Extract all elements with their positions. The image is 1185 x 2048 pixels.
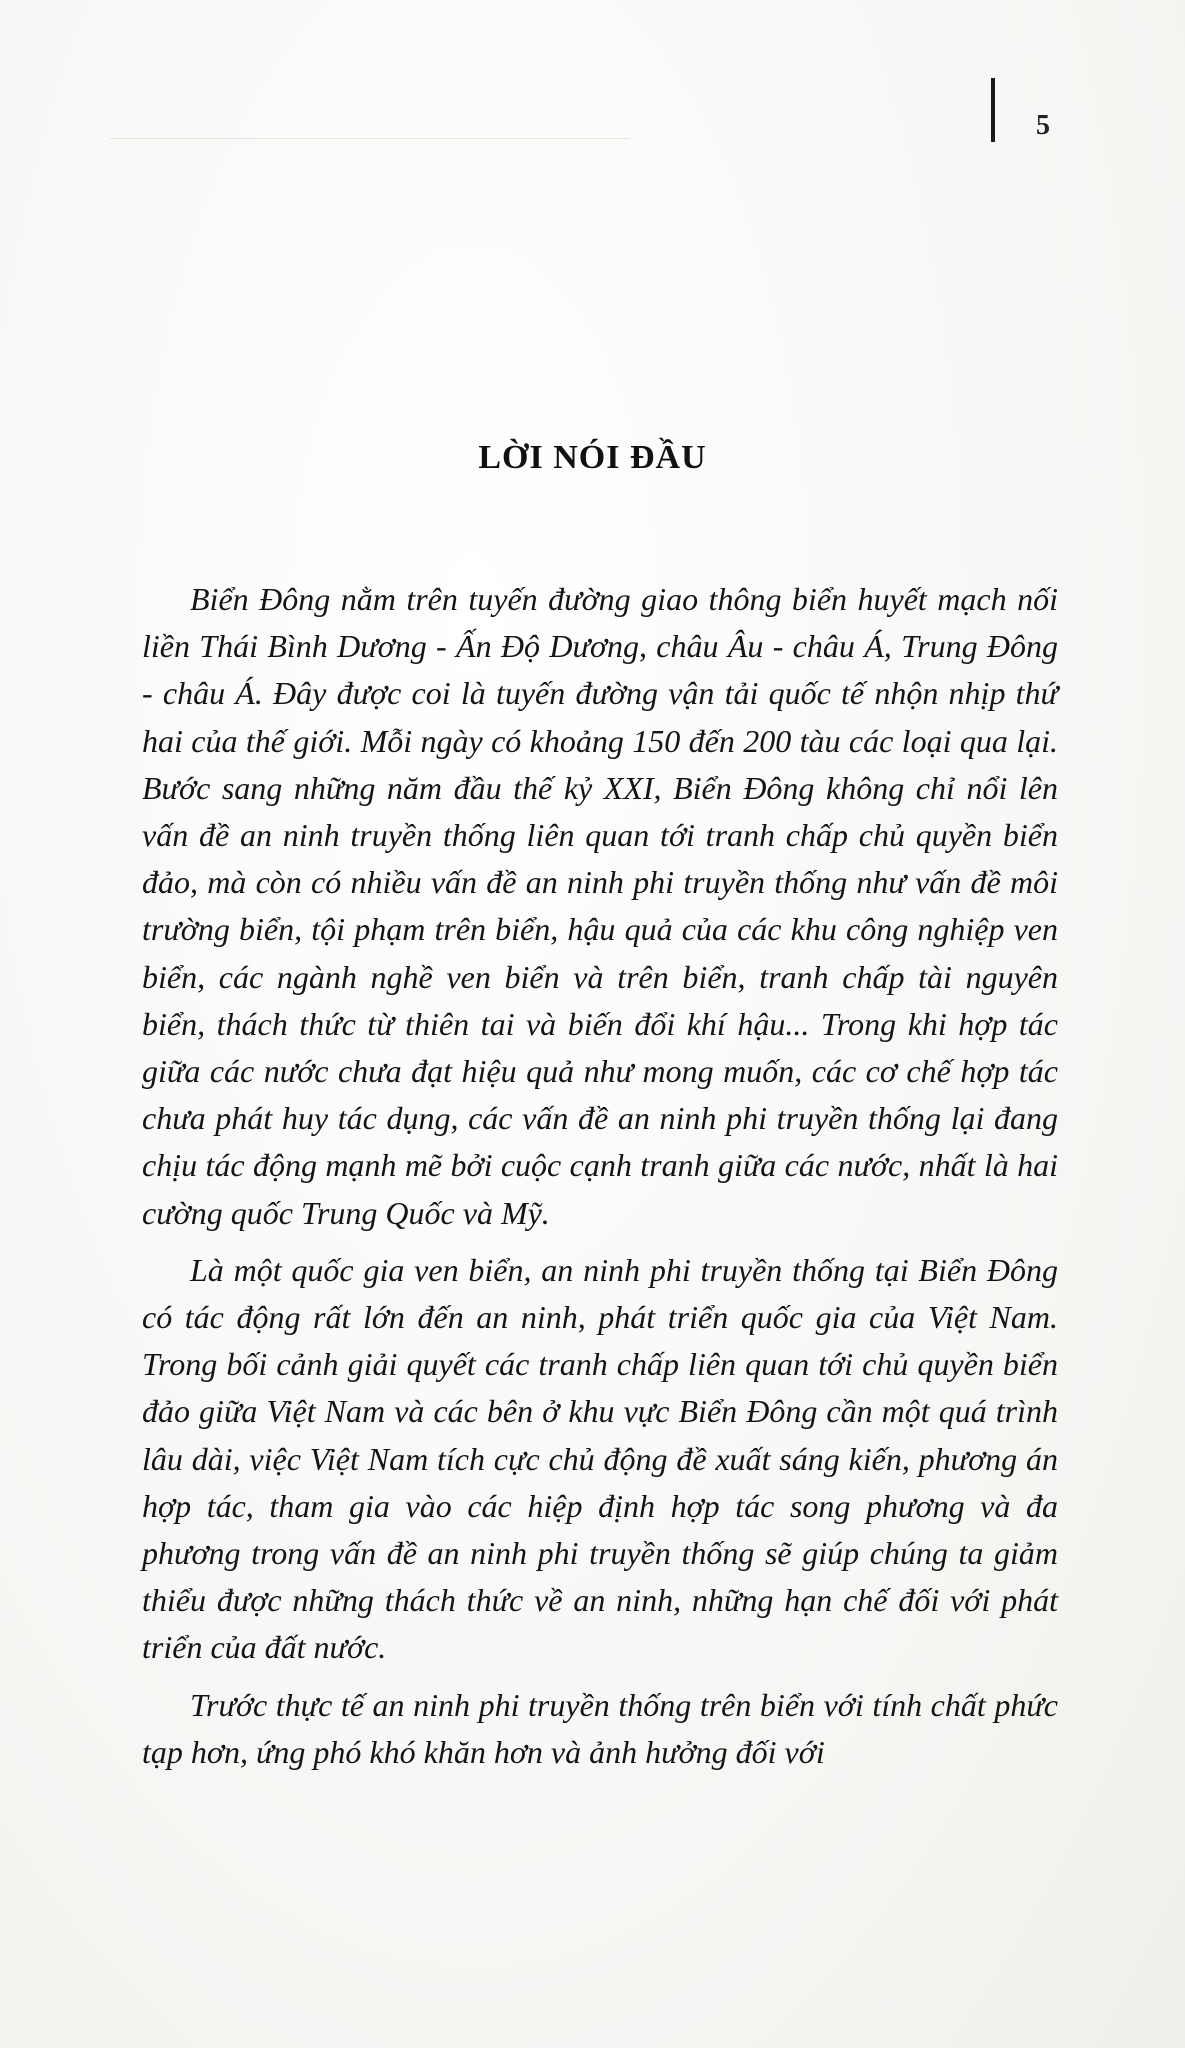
paragraph-1: Biển Đông nằm trên tuyến đường giao thông biển huyết mạch nối liền Thái Bình Dương - Ấn Độ Dương, châu Âu - châu Á, Trung Đông - châu Á. Đây được coi là tuyến đường vận tải quốc tế nhộn nhịp thứ hai của thế giới. Mỗi ngày có khoảng 150 đến 200 tàu các loại qua lại. Bước sang những năm đầu thế kỷ XXI, Biển Đông không chỉ nổi lên vấn đề an ninh truyền thống liên quan tới tranh chấp chủ quyền biển đảo, mà còn có nhiều vấn đề an ninh phi truyền thống như vấn đề môi trường biển, tội phạm trên biển, hậu quả của các khu công nghiệp ven biển, các ngành nghề ven biển và trên biển, tranh chấp tài nguyên biển, thách thức từ thiên tai và biến đổi khí hậu... Trong khi hợp tác giữa các nước chưa đạt hiệu quả như mong muốn, các cơ chế hợp tác chưa phát huy tác dụng, các vấn đề an ninh phi truyền thống lại đang chịu tác động mạnh mẽ bởi cuộc cạnh tranh giữa các nước, nhất là hai cường quốc Trung Quốc và Mỹ.: [142, 581, 1058, 1231]
header-rule: [110, 138, 630, 139]
body-text: [142, 576, 1058, 1786]
chapter-title: LỜI NÓI ĐẦU: [478, 439, 707, 476]
page-number: 5: [1036, 110, 1050, 141]
header-divider-bar: [991, 78, 995, 142]
paragraph-2: Là một quốc gia ven biển, an ninh phi truyền thống tại Biển Đông có tác động rất lớn đến an ninh, phát triển quốc gia của Việt Nam. Trong bối cảnh giải quyết các tranh chấp liên quan tới chủ quyền biển đảo giữa Việt Nam và các bên ở khu vực Biển Đông cần một quá trình lâu dài, việc Việt Nam tích cực chủ động đề xuất sáng kiến, phương án hợp tác, tham gia vào các hiệp định hợp tác song phương và đa phương trong vấn đề an ninh phi truyền thống sẽ giúp chúng ta giảm thiểu được những thách thức về an ninh, những hạn chế đối với phát triển của đất nước.: [142, 1251, 1058, 1666]
paragraph-3: Trước thực tế an ninh phi truyền thống trên biển với tính chất phức tạp hơn, ứng phó khó khăn hơn và ảnh hưởng đối với: [142, 1686, 1058, 1770]
